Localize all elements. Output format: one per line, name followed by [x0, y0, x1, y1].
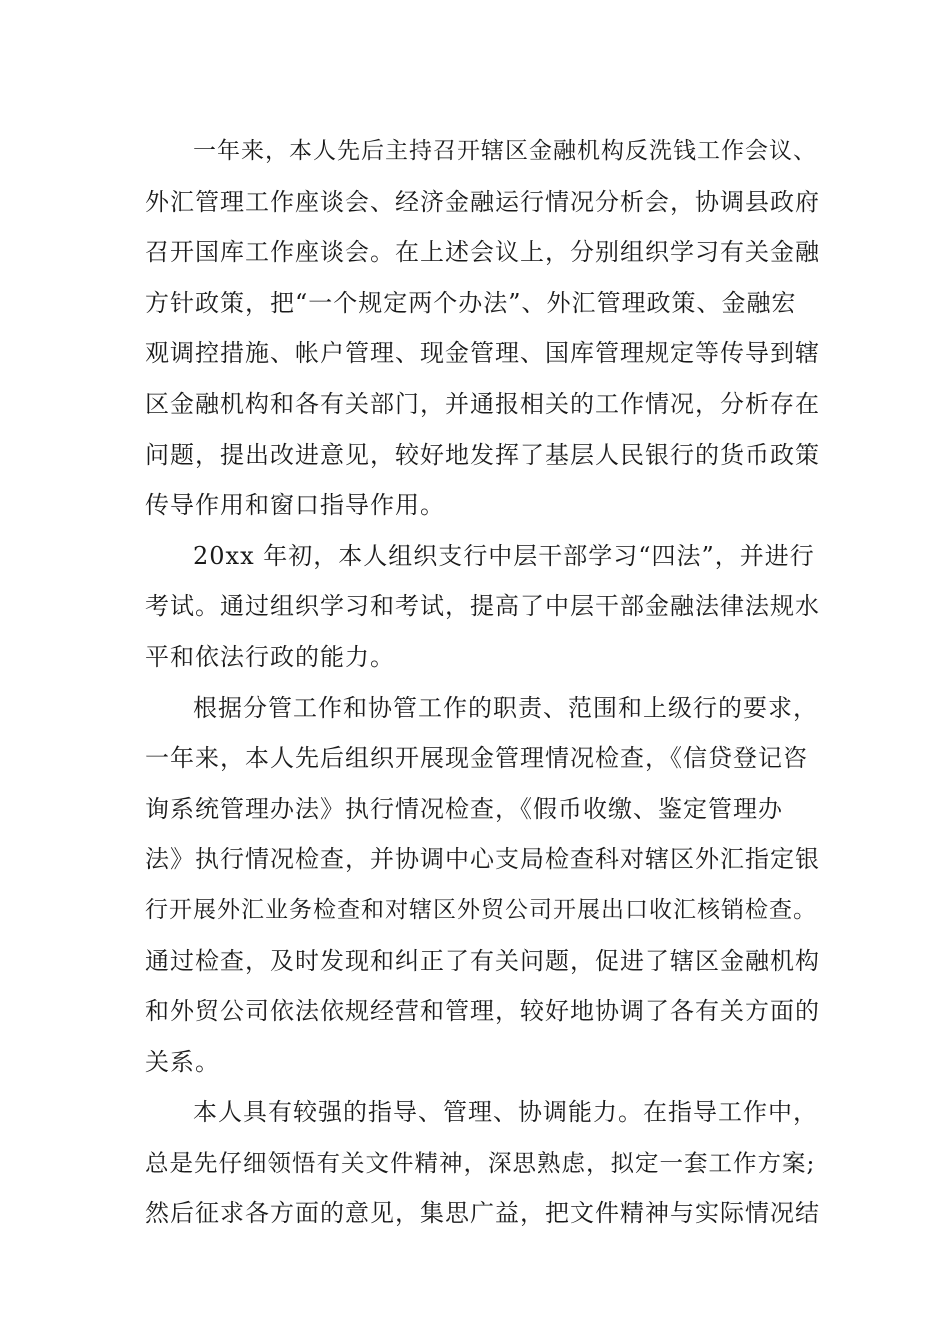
text-line: 根据分管工作和协管工作的职责、范围和上级行的要求，: [193, 693, 818, 722]
text-line: 一年来，本人先后组织开展现金管理情况检查，《信贷登记咨: [145, 744, 808, 773]
text-line: 传导作用和窗口指导作用。: [145, 491, 445, 520]
text-line: 行开展外汇业务检查和对辖区外贸公司开展出口收汇核销检查。: [145, 896, 817, 923]
text-line: 区金融机构和各有关部门，并通报相关的工作情况，分析存在: [145, 389, 820, 418]
text-line: 观调控措施、帐户管理、现金管理、国库管理规定等传导到辖: [145, 339, 820, 368]
text-line: 本人具有较强的指导、管理、协调能力。在指导工作中，: [193, 1098, 818, 1127]
text-line: 一年来，本人先后主持召开辖区金融机构反洗钱工作会议、: [193, 138, 817, 164]
text-line: 法》执行情况检查，并协调中心支局检查科对辖区外汇指定银: [145, 845, 820, 874]
text-line: 询系统管理办法》执行情况检查，《假币收缴、鉴定管理办: [145, 794, 783, 823]
text-line: 问题，提出改进意见，较好地发挥了基层人民银行的货币政策: [145, 440, 820, 469]
text-line: 关系。: [145, 1047, 220, 1076]
text-line: 考试。通过组织学习和考试，提高了中层干部金融法律法规水: [145, 592, 820, 621]
text-line: 方针政策，把“一个规定两个办法”、外汇管理政策、金融宏: [145, 288, 797, 317]
text-line: 召开国库工作座谈会。在上述会议上，分别组织学习有关金融: [145, 238, 820, 267]
text-line: 平和依法行政的能力。: [145, 642, 395, 671]
text-line: 外汇管理工作座谈会、经济金融运行情况分析会，协调县政府: [145, 187, 820, 216]
text-line: 总是先仔细领悟有关文件精神，深思熟虑，拟定一套工作方案;: [145, 1148, 816, 1177]
text-line: 然后征求各方面的意见，集思广益，把文件精神与实际情况结: [145, 1199, 820, 1228]
text-line: 20xx 年初，本人组织支行中层干部学习“四法”，并进行: [193, 541, 815, 570]
text-line: 和外贸公司依法依规经营和管理，较好地协调了各有关方面的: [145, 997, 820, 1026]
document-body: [145, 126, 825, 1239]
text-line: 通过检查，及时发现和纠正了有关问题，促进了辖区金融机构: [145, 946, 820, 975]
